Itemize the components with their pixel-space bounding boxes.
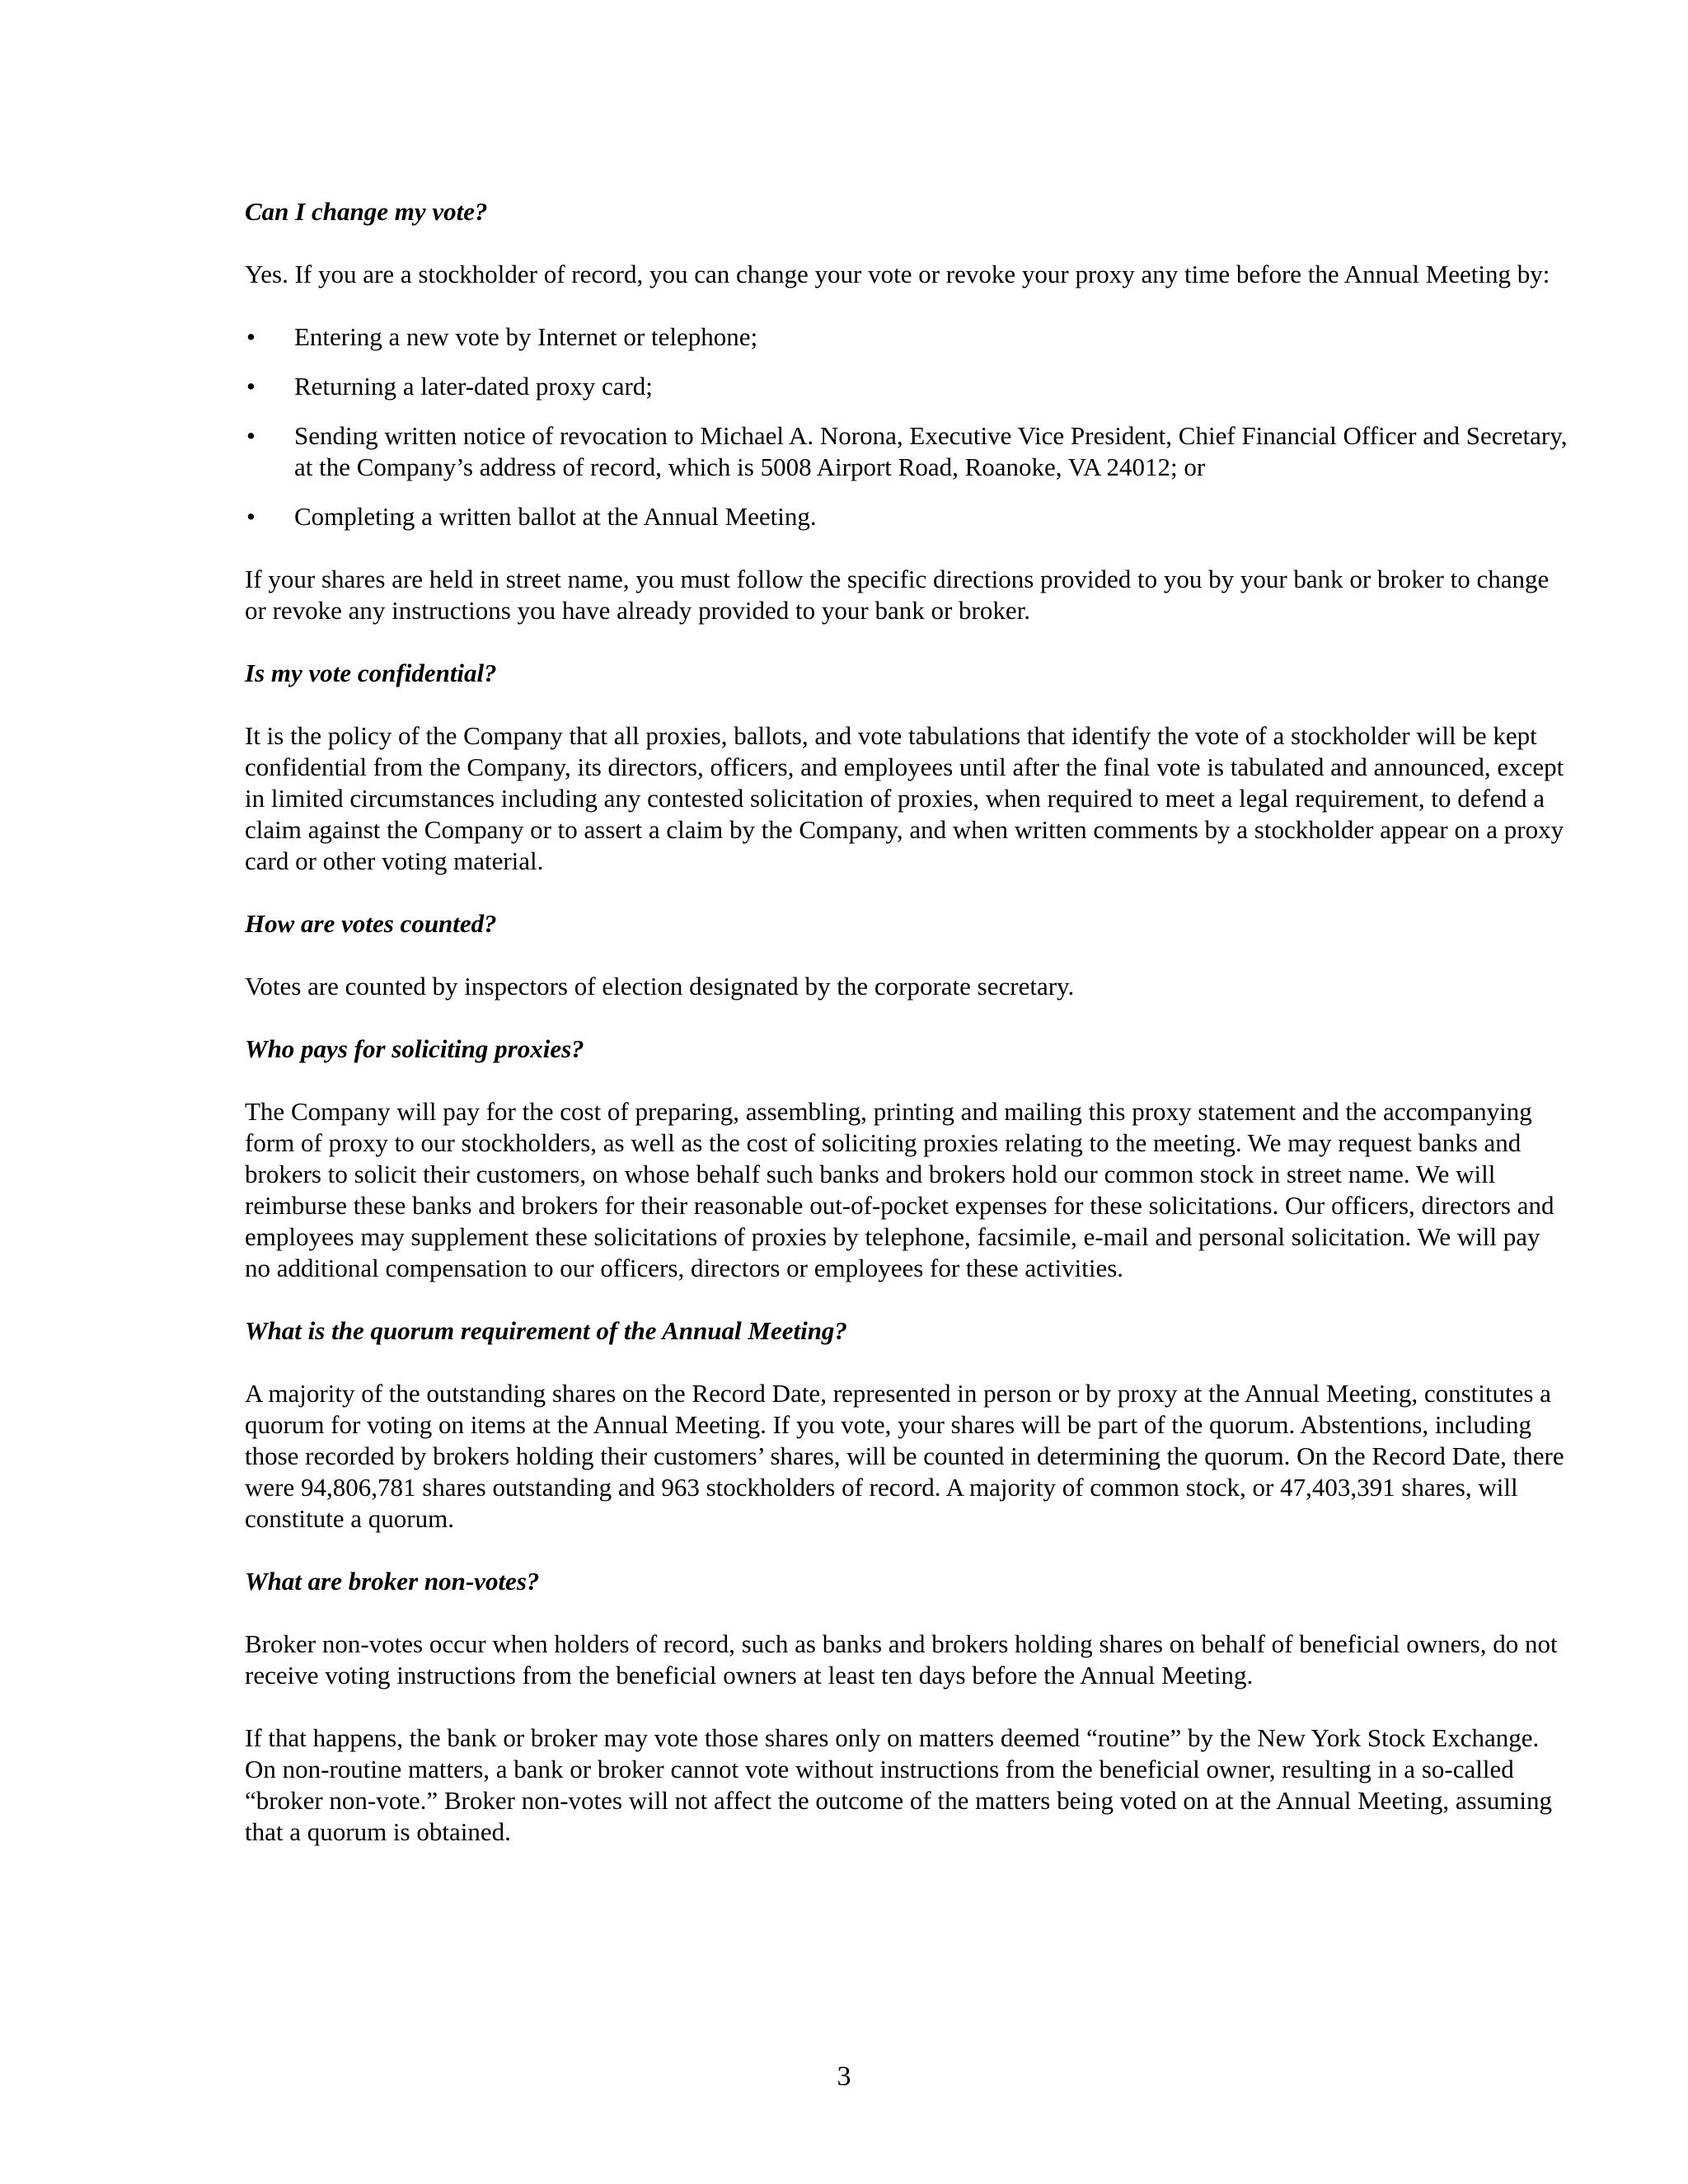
- section-heading-change-vote: Can I change my vote?: [245, 197, 488, 226]
- confidential-paragraph: It is the policy of the Company that all proxies, ballots, and vote tabulations that identify the vote of a stockholder will be kept confidential from the Company, its directors, officers, and employees until after the final vote is tabulated and announced, except in limited circumstances including any contested solicitation of proxies, when required to meet a legal requirement, to defend a claim against the Company or to assert a claim by the Company, and when written comments by a stockholder appear on a proxy card or other voting material.: [245, 721, 1564, 875]
- list-item-text: Returning a later-dated proxy card;: [294, 372, 653, 401]
- section-heading-soliciting-proxies: Who pays for soliciting proxies?: [245, 1034, 584, 1063]
- list-item: [245, 371, 1572, 402]
- bullet-icon: •: [246, 372, 256, 401]
- bullet-icon: •: [246, 421, 256, 450]
- change-vote-methods-list: [245, 321, 1572, 532]
- list-item: [245, 420, 1572, 483]
- section-heading-broker-non-votes: What are broker non-votes?: [245, 1567, 540, 1596]
- votes-counted-paragraph: Votes are counted by inspectors of election designated by the corporate secretary.: [245, 972, 1075, 1001]
- list-item: [245, 321, 1572, 353]
- list-item-text: Entering a new vote by Internet or telephone;: [294, 322, 758, 351]
- section-heading-confidential: Is my vote confidential?: [245, 658, 497, 687]
- quorum-paragraph: A majority of the outstanding shares on the Record Date, represented in person or by proxy at the Annual Meeting, constitutes a quorum for voting on items at the Annual Meeting. If you vote, your shares will be part of the quorum. Abstentions, including those recorded by brokers holding their customers’ shares, will be counted in determining the quorum. On the Record Date, there were 94,806,781 shares outstanding and 963 stockholders of record. A majority of common stock, or 47,403,391 shares, will constitute a quorum.: [245, 1379, 1564, 1533]
- list-item-text: Completing a written ballot at the Annual Meeting.: [294, 502, 817, 531]
- page-number: 3: [837, 2061, 851, 2092]
- list-item-text: Sending written notice of revocation to Michael A. Norona, Executive Vice President, Chief Financial Officer and Secretary, at the Company’s address of record, which is 5008 Airport Road, Roanoke, VA 24012; or: [294, 421, 1568, 481]
- broker-non-votes-paragraph-2: If that happens, the bank or broker may vote those shares only on matters deemed “routine” by the New York Stock Exchange. On non-routine matters, a bank or broker cannot vote without instructions from the beneficial owner, resulting in a so-called “broker non-vote.” Broker non-votes will not affect the outcome of the matters being voted on at the Annual Meeting, assuming that a quorum is obtained.: [245, 1723, 1553, 1846]
- section-heading-quorum: What is the quorum requirement of the Annual Meeting?: [245, 1316, 847, 1345]
- street-name-paragraph: If your shares are held in street name, you must follow the specific directions provided to you by your bank or broker to change or revoke any instructions you have already provided to your bank or broker.: [245, 565, 1550, 625]
- document-page: [245, 196, 1572, 1879]
- soliciting-proxies-paragraph: The Company will pay for the cost of preparing, assembling, printing and mailing this proxy statement and the accompanying form of proxy to our stockholders, as well as the cost of soliciting proxies relating to the meeting. We may request banks and brokers to solicit their customers, on whose behalf such banks and brokers hold our common stock in street name. We will reimburse these banks and brokers for their reasonable out-of-pocket expenses for these solicitations. Our officers, directors and employees may supplement these solicitations of proxies by telephone, facsimile, e-mail and personal solicitation. We will pay no additional compensation to our officers, directors or employees for these activities.: [245, 1097, 1554, 1282]
- list-item: [245, 501, 1572, 532]
- bullet-icon: •: [246, 502, 256, 531]
- change-vote-intro: Yes. If you are a stockholder of record, you can change your vote or revoke your proxy any time before the Annual Meeting by:: [245, 260, 1550, 288]
- broker-non-votes-paragraph: Broker non-votes occur when holders of record, such as banks and brokers holding shares on behalf of beneficial owners, do not receive voting instructions from the beneficial owners at least ten days before the Annual Meeting.: [245, 1629, 1558, 1690]
- bullet-icon: •: [246, 322, 256, 351]
- section-heading-votes-counted: How are votes counted?: [245, 909, 497, 938]
